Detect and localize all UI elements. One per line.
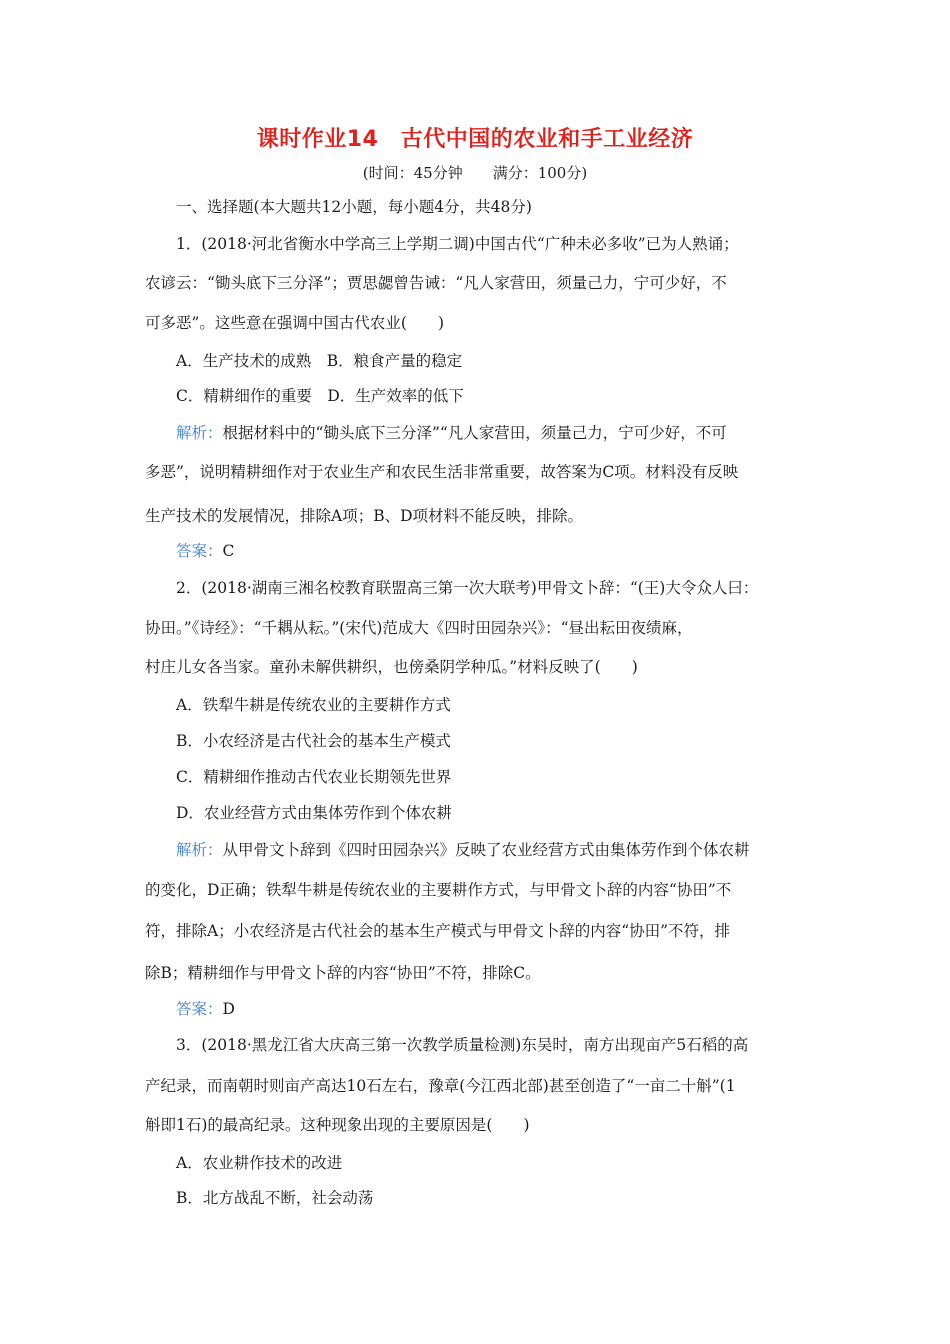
question-1-analysis-line-2: 多恶”，说明精耕细作对于农业生产和农民生活非常重要，故答案为C项。材料没有反映 bbox=[145, 463, 739, 481]
question-2-option-c: C．精耕细作推动古代农业长期领先世界 bbox=[176, 768, 452, 786]
question-3-stem-line-3: 斛即1石)的最高纪录。这种现象出现的主要原因是( ) bbox=[145, 1116, 530, 1134]
question-3-option-a: A．农业耕作技术的改进 bbox=[176, 1154, 343, 1172]
question-1-answer: 答案：C bbox=[176, 542, 235, 560]
question-1-stem-line-2: 农谚云：“锄头底下三分泽”；贾思勰曾告诫：“凡人家营田，须量己力，宁可少好，不 bbox=[145, 274, 727, 292]
question-1-analysis-line-1: 解析：根据材料中的“锄头底下三分泽”“凡人家营田，须量己力，宁可少好，不可 bbox=[176, 424, 727, 442]
question-2-option-a: A．铁犁牛耕是传统农业的主要耕作方式 bbox=[176, 696, 451, 714]
answer-label: 答案： bbox=[176, 542, 223, 560]
question-3-stem-line-1: 3．(2018·黑龙江省大庆高三第一次教学质量检测)东吴时，南方出现亩产5石稻的高 bbox=[176, 1036, 749, 1054]
question-3-stem-line-2: 产纪录，而南朝时则亩产高达10石左右，豫章(今江西北部)甚至创造了“一亩二十斛”(1 bbox=[145, 1077, 736, 1095]
question-2-answer: 答案：D bbox=[176, 1000, 235, 1018]
question-3-option-b: B．北方战乱不断，社会动荡 bbox=[176, 1189, 374, 1207]
question-1-options-cd: C．精耕细作的重要 D．生产效率的低下 bbox=[176, 387, 464, 405]
analysis-label: 解析： bbox=[176, 424, 223, 442]
analysis-label: 解析： bbox=[176, 841, 223, 859]
time-score-info: (时间：45分钟 满分：100分) bbox=[362, 164, 588, 182]
question-1-options-ab: A．生产技术的成熟 B．粮食产量的稳定 bbox=[176, 352, 463, 370]
question-2-option-b: B．小农经济是古代社会的基本生产模式 bbox=[176, 732, 451, 750]
question-2-analysis-line-2: 的变化，D正确；铁犁牛耕是传统农业的主要耕作方式，与甲骨文卜辞的内容“协田”不 bbox=[145, 881, 732, 899]
answer-label: 答案： bbox=[176, 1000, 223, 1018]
question-2-stem-line-1: 2．(2018·湖南三湘名校教育联盟高三第一次大联考)甲骨文卜辞：“(王)大令众人曰： bbox=[176, 579, 759, 597]
page-title: 课时作业14 古代中国的农业和手工业经济 bbox=[256, 127, 694, 152]
question-2-option-d: D．农业经营方式由集体劳作到个体农耕 bbox=[176, 804, 452, 822]
question-1-stem-line-1: 1．(2018·河北省衡水中学高三上学期二调)中国古代“广种未必多收”已为人熟诵； bbox=[176, 235, 739, 253]
section-header: 一、选择题(本大题共12小题，每小题4分，共48分) bbox=[176, 198, 532, 216]
question-2-analysis-line-4: 除B；精耕细作与甲骨文卜辞的内容“协田”不符，排除C。 bbox=[145, 964, 541, 982]
question-2-analysis-line-3: 符，排除A；小农经济是古代社会的基本生产模式与甲骨文卜辞的内容“协田”不符，排 bbox=[145, 922, 731, 940]
question-2-analysis-line-1: 解析：从甲骨文卜辞到《四时田园杂兴》反映了农业经营方式由集体劳作到个体农耕 bbox=[176, 841, 750, 859]
question-2-stem-line-3: 村庄儿女各当家。童孙未解供耕织，也傍桑阴学种瓜。”材料反映了( ) bbox=[145, 658, 638, 676]
question-1-stem-line-3: 可多恶”。这些意在强调中国古代农业( ) bbox=[145, 314, 445, 332]
question-2-stem-line-2: 协田。”《诗经》：“千耦从耘。”(宋代)范成大《四时田园杂兴》：“昼出耘田夜绩麻， bbox=[145, 619, 693, 637]
question-1-analysis-line-3: 生产技术的发展情况，排除A项；B、D项材料不能反映，排除。 bbox=[145, 507, 584, 525]
